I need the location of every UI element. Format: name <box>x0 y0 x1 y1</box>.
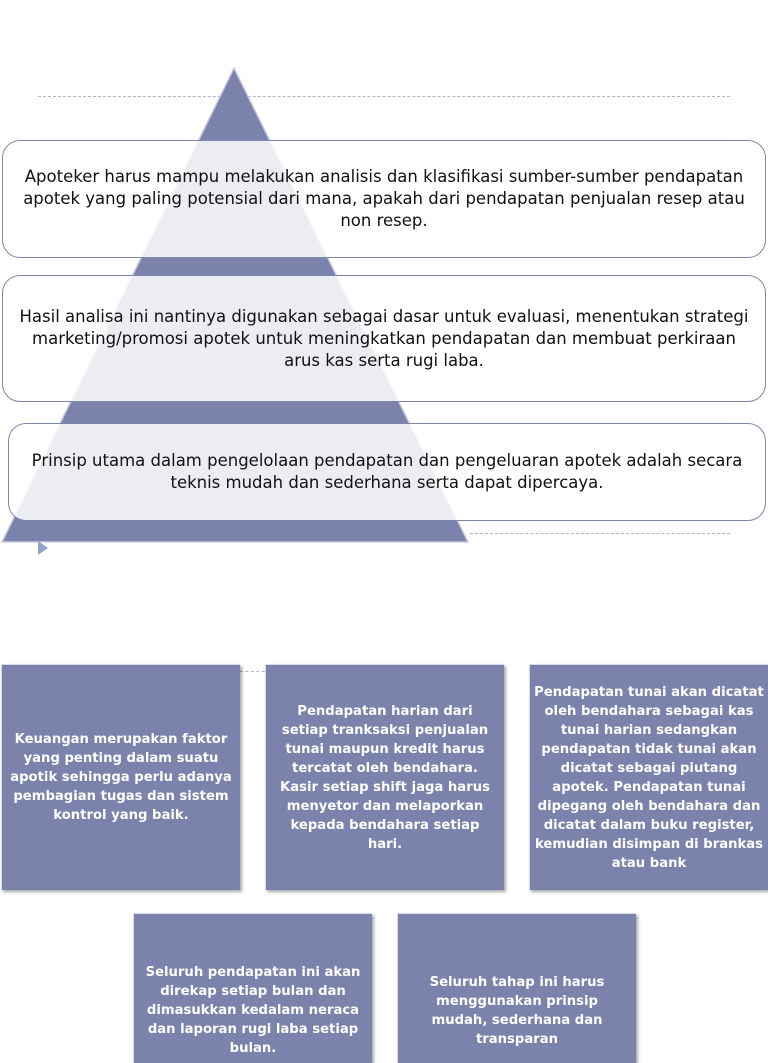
process-card-4: Seluruh pendapatan ini akan direkap setiap bulan dan dimasukkan kedalam neraca dan laporan rugi laba setiap bulan. <box>133 913 372 1063</box>
bullet-arrow-icon <box>38 541 48 555</box>
process-card-5: Seluruh tahap ini harus menggunakan prinsip mudah, sederhana dan transparan <box>397 913 636 1063</box>
pyramid-box-top: Apoteker harus mampu melakukan analisis dan klasifikasi sumber-sumber pendapatan apotek yang paling potensial dari mana, apakah dari pendapatan penjualan resep atau non resep. <box>2 140 766 258</box>
pyramid-box-middle: Hasil analisa ini nantinya digunakan sebagai dasar untuk evaluasi, menentukan strategi marketing/promosi apotek untuk meningkatkan pendapatan dan membuat perkiraan arus kas serta rugi laba. <box>2 275 766 402</box>
process-card-3: Pendapatan tunai akan dicatat oleh bendahara sebagai kas tunai harian sedangkan pendapatan tidak tunai akan dicatat sebagai piutang apotek. Pendapatan tunai dipegang oleh bendahara dan dicatat dalam buku register, kemudian disimpan di brankas atau bank <box>529 664 768 890</box>
process-card-2: Pendapatan harian dari setiap tranksaksi penjualan tunai maupun kredit harus tercatat oleh bendahara. Kasir setiap shift jaga harus menyetor dan melaporkan kepada bendahara setiap hari. <box>265 664 504 890</box>
process-card-1: Keuangan merupakan faktor yang penting dalam suatu apotik sehingga perlu adanya pembagian tugas dan sistem kontrol yang baik. <box>1 664 240 890</box>
pyramid-box-bottom: Prinsip utama dalam pengelolaan pendapatan dan pengeluaran apotek adalah secara teknis mudah dan sederhana serta dapat dipercaya. <box>8 423 766 521</box>
